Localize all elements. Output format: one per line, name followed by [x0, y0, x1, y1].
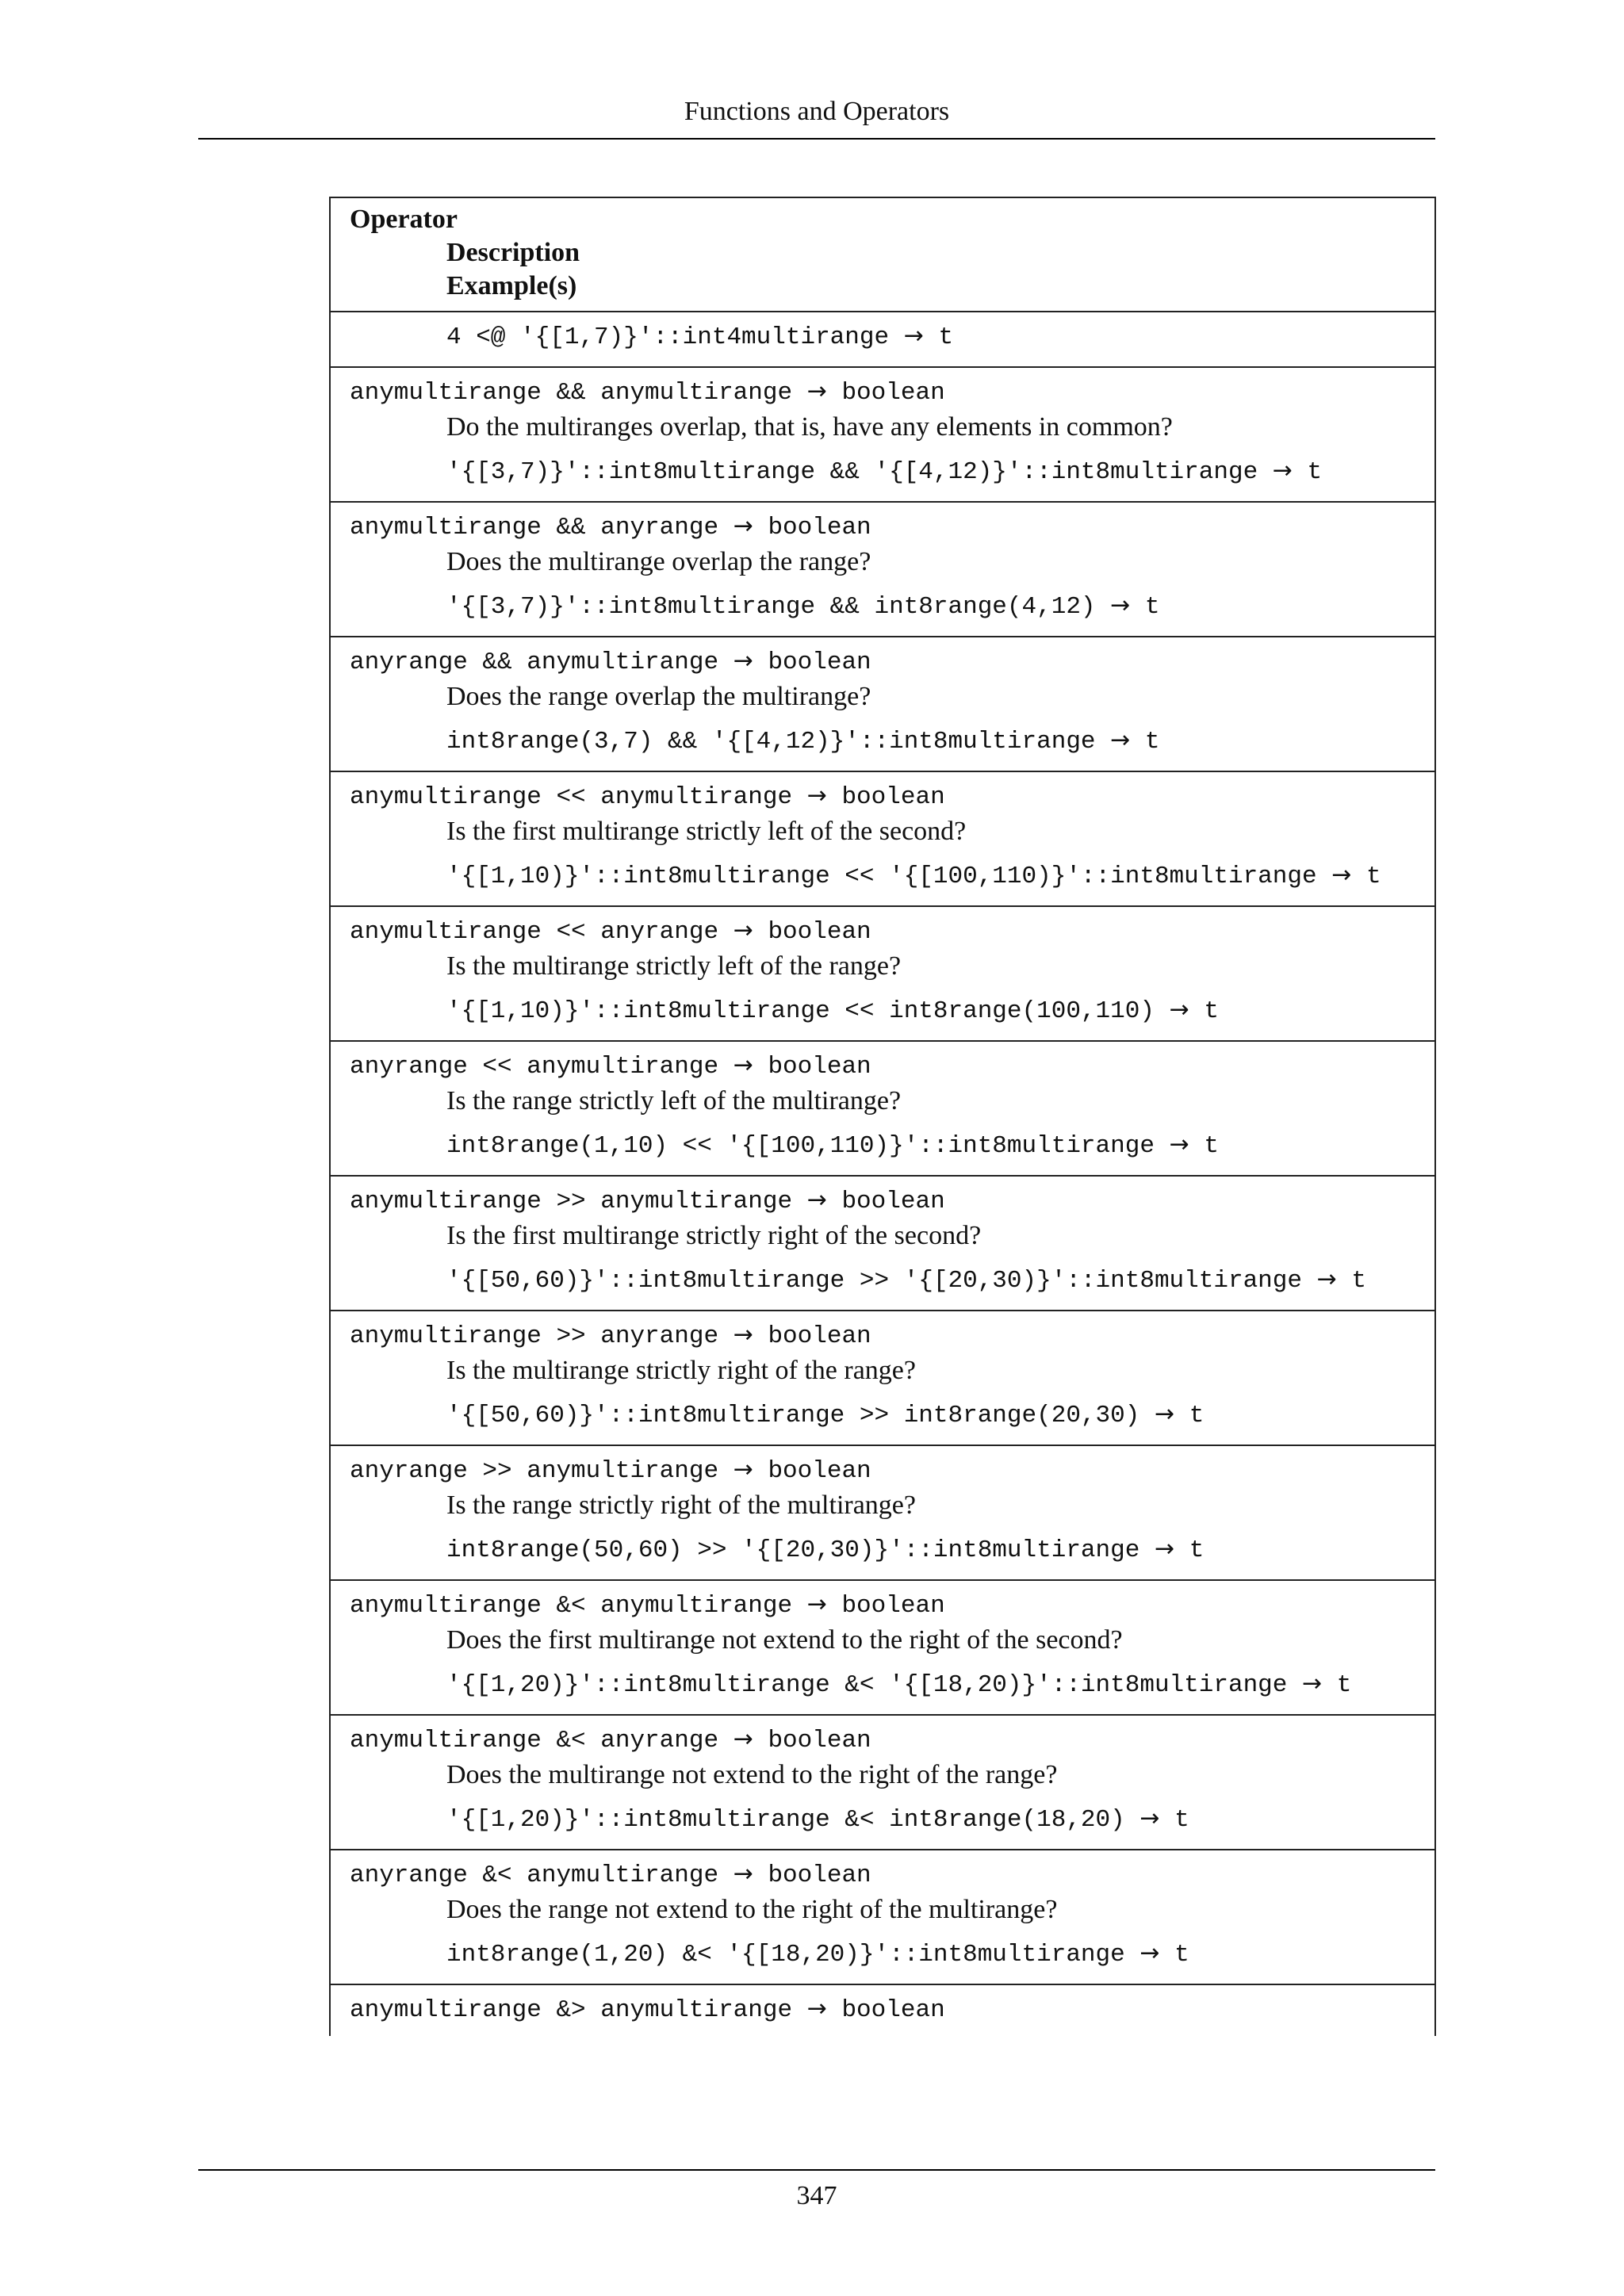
- arrow-icon: →: [733, 1725, 753, 1753]
- operator-description: Does the range not extend to the right of the multirange?: [446, 1895, 1058, 1924]
- table-cell: [330, 771, 1435, 906]
- return-type: boolean: [768, 918, 871, 946]
- arrow-icon: →: [1316, 1265, 1337, 1293]
- example: [446, 1532, 1414, 1568]
- operator-signature: [350, 644, 1414, 680]
- return-type: boolean: [768, 1322, 871, 1350]
- arrow-icon: →: [1110, 726, 1131, 754]
- example: [446, 723, 1414, 760]
- arrow-icon: →: [806, 1995, 827, 2022]
- arrow-icon: →: [1301, 1670, 1323, 1697]
- table-row: [330, 502, 1435, 637]
- example-expression: int8range(1,20) &< '{[18,20)}'::int8multirange: [446, 1941, 1125, 1969]
- table-row: [330, 906, 1435, 1041]
- operator-description: Is the range strictly right of the multirange?: [446, 1490, 916, 1520]
- table-cell: [330, 1580, 1435, 1715]
- signature-operands: anymultirange << anyrange: [350, 918, 719, 946]
- arrow-icon: →: [1154, 1400, 1175, 1428]
- table-row-trailing: [330, 1984, 1435, 2036]
- arrow-icon: →: [733, 512, 753, 540]
- signature-operands: anymultirange &< anyrange: [350, 1727, 719, 1755]
- table-row: [330, 1580, 1435, 1715]
- table-row: [330, 1715, 1435, 1850]
- operator-signature: [350, 1992, 1414, 2028]
- example-result: t: [1144, 593, 1160, 621]
- return-type: boolean: [768, 1457, 871, 1485]
- table-row: [330, 1445, 1435, 1580]
- example-result: t: [1174, 1941, 1189, 1969]
- example-result: t: [1336, 1671, 1352, 1699]
- table-row-leading-example: [330, 312, 1435, 367]
- example: [446, 858, 1414, 894]
- example-expression: '{[50,60)}'::int8multirange >> int8range(20,30): [446, 1402, 1140, 1429]
- example: [446, 453, 1414, 490]
- return-type: boolean: [768, 1053, 871, 1081]
- example-result: t: [938, 323, 954, 351]
- signature-operands: anymultirange >> anymultirange: [350, 1188, 793, 1215]
- table-cell: [330, 906, 1435, 1041]
- arrow-icon: →: [733, 1321, 753, 1349]
- operator-signature: [350, 1452, 1414, 1489]
- return-type: boolean: [841, 1592, 945, 1620]
- operator-description: Does the range overlap the multirange?: [446, 682, 871, 711]
- table-cell: [330, 367, 1435, 502]
- arrow-icon: →: [1110, 591, 1131, 619]
- table-cell: [330, 1984, 1435, 2036]
- arrow-icon: →: [733, 1860, 753, 1888]
- example-expression: '{[3,7)}'::int8multirange && int8range(4,12): [446, 593, 1096, 621]
- operator-signature: [350, 1587, 1414, 1624]
- signature-operands: anymultirange &> anymultirange: [350, 1996, 793, 2024]
- return-type: boolean: [841, 379, 945, 407]
- arrow-icon: →: [1139, 1939, 1160, 1967]
- signature-operands: anyrange &< anymultirange: [350, 1862, 719, 1889]
- table-cell: [330, 1715, 1435, 1850]
- example-result: t: [1144, 728, 1160, 756]
- arrow-icon: →: [806, 377, 827, 405]
- example-result: t: [1174, 1806, 1189, 1834]
- example-expression: int8range(50,60) >> '{[20,30)}'::int8multirange: [446, 1536, 1140, 1564]
- operator-signature: [350, 913, 1414, 950]
- return-type: boolean: [768, 1862, 871, 1889]
- example: [446, 1127, 1414, 1164]
- example: [446, 588, 1414, 625]
- table-cell: [330, 312, 1435, 367]
- table-row: [330, 771, 1435, 906]
- example-result: t: [1351, 1267, 1366, 1295]
- operator-signature: [350, 1722, 1414, 1758]
- arrow-icon: →: [1154, 1535, 1175, 1563]
- page-number: 347: [796, 2181, 837, 2210]
- operator-description: Does the first multirange not extend to the right of the second?: [446, 1625, 1123, 1655]
- signature-operands: anymultirange && anymultirange: [350, 379, 793, 407]
- arrow-icon: →: [1169, 996, 1189, 1024]
- example-expression: '{[50,60)}'::int8multirange >> '{[20,30)}'::int8multirange: [446, 1267, 1302, 1295]
- return-type: boolean: [768, 649, 871, 676]
- signature-operands: anymultirange << anymultirange: [350, 783, 793, 811]
- operator-signature: [350, 1048, 1414, 1085]
- example-expression: '{[3,7)}'::int8multirange && '{[4,12)}'::int8multirange: [446, 458, 1258, 486]
- operator-signature: [350, 374, 1414, 411]
- example: [446, 993, 1414, 1029]
- arrow-icon: →: [733, 916, 753, 944]
- operator-signature: [350, 1183, 1414, 1219]
- example-expression: 4 <@ '{[1,7)}'::int4multirange: [446, 323, 890, 351]
- example-result: t: [1204, 1132, 1219, 1160]
- operator-description: Is the first multirange strictly left of the second?: [446, 817, 967, 846]
- example-result: t: [1189, 1402, 1205, 1429]
- example: [446, 319, 1414, 355]
- operator-description: Does the multirange not extend to the right of the range?: [446, 1760, 1058, 1789]
- return-type: boolean: [768, 514, 871, 541]
- arrow-icon: →: [806, 1186, 827, 1214]
- table-header-cell: [330, 197, 1435, 312]
- operator-signature: [350, 779, 1414, 815]
- example: [446, 1262, 1414, 1299]
- table-cell: [330, 502, 1435, 637]
- operator-table: [329, 197, 1436, 2036]
- operator-signature: [350, 1318, 1414, 1354]
- table-cell: [330, 637, 1435, 771]
- return-type: boolean: [768, 1727, 871, 1755]
- arrow-icon: →: [903, 322, 924, 350]
- table-cell: [330, 1850, 1435, 1984]
- table-header-row: [330, 197, 1435, 312]
- signature-operands: anymultirange && anyrange: [350, 514, 719, 541]
- example-expression: '{[1,10)}'::int8multirange << int8range(100,110): [446, 997, 1155, 1025]
- example: [446, 1667, 1414, 1703]
- page-header-title: Functions and Operators: [684, 97, 950, 126]
- table-cell: [330, 1176, 1435, 1311]
- signature-operands: anymultirange &< anymultirange: [350, 1592, 793, 1620]
- signature-operands: anyrange && anymultirange: [350, 649, 719, 676]
- operator-signature: [350, 509, 1414, 545]
- example: [446, 1936, 1414, 1973]
- table-row: [330, 637, 1435, 771]
- example-result: t: [1204, 997, 1219, 1025]
- example-expression: '{[1,20)}'::int8multirange &< int8range(18,20): [446, 1806, 1125, 1834]
- arrow-icon: →: [1169, 1131, 1189, 1158]
- example: [446, 1801, 1414, 1838]
- operator-description: Is the multirange strictly left of the range?: [446, 951, 902, 981]
- arrow-icon: →: [1272, 457, 1293, 484]
- table-row: [330, 1850, 1435, 1984]
- table-row: [330, 367, 1435, 502]
- signature-operands: anyrange >> anymultirange: [350, 1457, 719, 1485]
- arrow-icon: →: [806, 782, 827, 809]
- table-cell: [330, 1445, 1435, 1580]
- arrow-icon: →: [733, 1051, 753, 1079]
- arrow-icon: →: [1139, 1804, 1160, 1832]
- operator-description: Is the range strictly left of the multirange?: [446, 1086, 902, 1115]
- table-row: [330, 1176, 1435, 1311]
- footer-rule: [198, 2169, 1435, 2171]
- operator-signature: [350, 1857, 1414, 1893]
- arrow-icon: →: [733, 1456, 753, 1483]
- arrow-icon: →: [1331, 861, 1352, 889]
- operator-description: Is the first multirange strictly right of the second?: [446, 1221, 982, 1250]
- header-description: Description: [446, 238, 580, 267]
- operator-description: Do the multiranges overlap, that is, have any elements in common?: [446, 412, 1173, 442]
- signature-operands: anyrange << anymultirange: [350, 1053, 719, 1081]
- table-row: [330, 1041, 1435, 1176]
- table-cell: [330, 1041, 1435, 1176]
- header-examples: Example(s): [446, 271, 577, 300]
- arrow-icon: →: [733, 647, 753, 675]
- return-type: boolean: [841, 1188, 945, 1215]
- example-expression: int8range(1,10) << '{[100,110)}'::int8multirange: [446, 1132, 1155, 1160]
- operator-table-body: [330, 197, 1435, 2036]
- operator-description: Is the multirange strictly right of the range?: [446, 1356, 916, 1385]
- example-result: t: [1189, 1536, 1205, 1564]
- example-expression: int8range(3,7) && '{[4,12)}'::int8multirange: [446, 728, 1096, 756]
- example-result: t: [1307, 458, 1323, 486]
- operator-description: Does the multirange overlap the range?: [446, 547, 871, 576]
- table-row: [330, 1311, 1435, 1445]
- signature-operands: anymultirange >> anyrange: [350, 1322, 719, 1350]
- example-result: t: [1365, 863, 1381, 890]
- example-expression: '{[1,10)}'::int8multirange << '{[100,110)}'::int8multirange: [446, 863, 1317, 890]
- page-header: [198, 94, 1435, 140]
- return-type: boolean: [841, 783, 945, 811]
- example: [446, 1397, 1414, 1433]
- header-operator: Operator: [350, 205, 458, 234]
- table-cell: [330, 1311, 1435, 1445]
- arrow-icon: →: [806, 1590, 827, 1618]
- return-type: boolean: [841, 1996, 945, 2024]
- example-expression: '{[1,20)}'::int8multirange &< '{[18,20)}'::int8multirange: [446, 1671, 1288, 1699]
